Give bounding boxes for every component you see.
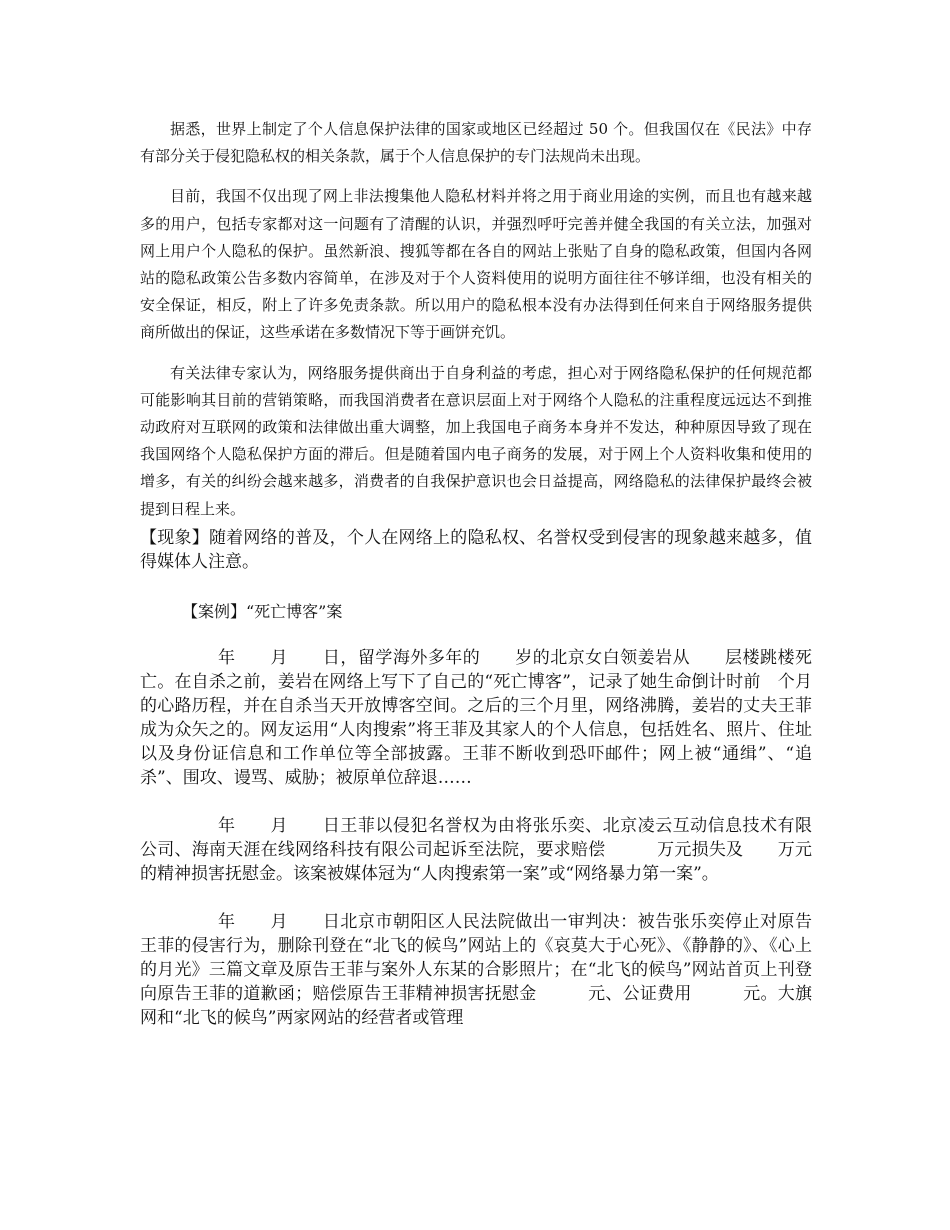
paragraph-expert-opinion: 有关法律专家认为，网络服务提供商出于自身利益的考虑，担心对于网络隐私保护的任何规范都可能影响其目前的营销策略，而我国消费者在意识层面上对于网络个人隐私的注重程度远远达不到推动政府对互联网的政策和法律做出重大调整，加上我国电子商务本身并不发达，种种原因导致了现在我国网络个人隐私保护方面的滞后。但是随着国内电子商务的发展，对于网上个人资料收集和使用的增多，有关的纠纷会越来越多，消费者的自我保护意识也会日益提高，网络隐私的法律保护最终会被提到日程上来。 [140,363,812,518]
case-paragraph-judgment: 年 月 日北京市朝阳区人民法院做出一审判决：被告张乐奕停止对原告王菲的侵害行为，删除刊登在“北飞的候鸟”网站上的《哀莫大于心死》、《静静的》、《心上的月光》三篇文章及原告王菲与案外人东某的合影照片；在“北飞的候鸟”网站首页上刊登向原告王菲的道歉函；赔偿原告王菲精神损害抚慰金 元、公证费用 元。大旗网和“北飞的候鸟”两家网站的经营者或管理 [140,911,812,1028]
phenomenon-note: 【现象】随着网络的普及，个人在网络上的隐私权、名誉权受到侵害的现象越来越多，值得媒体人注意。 [140,527,812,572]
case-paragraph-lawsuit: 年 月 日王菲以侵犯名誉权为由将张乐奕、北京凌云互动信息技术有限公司、海南天涯在线网络科技有限公司起诉至法院，要求赔偿 万元损失及 万元的精神损害抚慰金。该案被媒体冠为“人肉搜索第一案”或“网络暴力第一案”。 [140,815,812,884]
paragraph-legislation-status: 据悉，世界上制定了个人信息保护法律的国家或地区已经超过 50 个。但我国仅在《民法》中存有部分关于侵犯隐私权的相关条款，属于个人信息保护的专门法规尚未出现。 [140,120,812,166]
paragraph-privacy-policies: 目前，我国不仅出现了网上非法搜集他人隐私材料并将之用于商业用途的实例，而且也有越来越多的用户，包括专家都对这一问题有了清醒的认识，并强烈呼吁完善并健全我国的有关立法，加强对网上用户个人隐私的保护。虽然新浪、搜狐等都在各自的网站上张贴了自身的隐私政策，但国内各网站的隐私政策公告多数内容简单，在涉及对于个人资料使用的说明方面往往不够详细，也没有相关的安全保证，相反，附上了许多免责条款。所以用户的隐私根本没有办法得到任何来自于网络服务提供商所做出的保证，这些承诺在多数情况下等于画饼充饥。 [140,187,812,342]
case-paragraph-background: 年 月 日，留学海外多年的 岁的北京女白领姜岩从 层楼跳楼死亡。在自杀之前，姜岩在网络上写下了自己的“死亡博客”，记录了她生命倒计时前 个月的心路历程，并在自杀当天开放博客空间。之后的三个月里，网络沸腾，姜岩的丈夫王菲成为众矢之的。网友运用“人肉搜索”将王菲及其家人的个人信息，包括姓名、照片、住址以及身份证信息和工作单位等全部披露。王菲不断收到恐吓邮件；网上被“通缉”、“追杀”、围攻、谩骂、威胁；被原单位辞退…… [140,647,812,788]
document-body [140,116,812,1030]
case-title: 【案例】“死亡博客”案 [182,601,343,621]
